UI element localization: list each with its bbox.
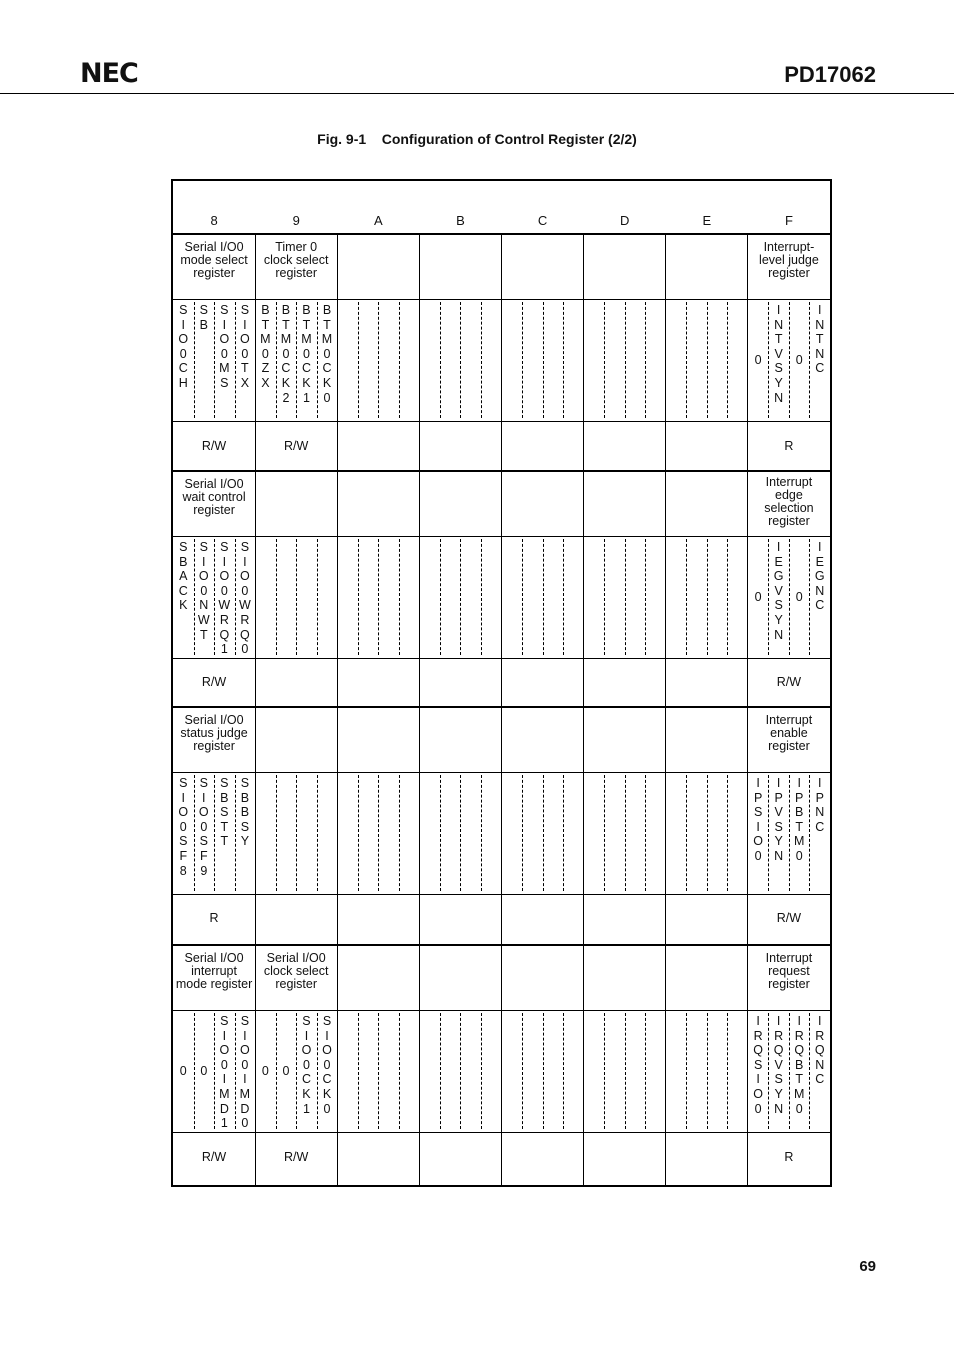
register-name [748, 952, 830, 991]
access-label: R [784, 1150, 794, 1164]
register-name [173, 714, 255, 753]
register-name [173, 241, 255, 280]
column-header: A [373, 213, 383, 228]
register-name-line: Serial I/O0 [184, 951, 244, 965]
bit-separator [481, 539, 482, 655]
bit-label: S I O 0 W R Q 0 [238, 540, 251, 657]
row-divider [173, 1010, 830, 1011]
block-divider [173, 944, 830, 946]
bit-label: I R Q N C [814, 1014, 825, 1087]
bit-separator [460, 539, 461, 655]
bit-separator [645, 539, 646, 655]
bit-separator [399, 775, 400, 891]
register-name-line: wait control [182, 490, 246, 504]
bit-separator [317, 539, 318, 655]
bit-separator [460, 302, 461, 418]
access-label: R/W [776, 911, 802, 925]
bit-separator [543, 775, 544, 891]
bit-separator [481, 775, 482, 891]
bit-label: I R Q S I O 0 [753, 1014, 763, 1116]
bit-label: I R Q B T M 0 [793, 1014, 805, 1116]
bit-separator [358, 539, 359, 655]
register-name-line: level judge [759, 253, 819, 267]
register-name-line: register [193, 503, 235, 517]
column-header: D [619, 213, 630, 228]
register-name-line: selection [764, 501, 814, 515]
bit-separator [440, 1013, 441, 1129]
bit-label: 0 [754, 352, 762, 367]
bit-separator [625, 302, 626, 418]
bit-separator [645, 302, 646, 418]
bit-label: B T M 0 C K 1 [301, 303, 312, 405]
bit-separator [399, 1013, 400, 1129]
bit-separator [358, 1013, 359, 1129]
bit-separator [707, 302, 708, 418]
bit-separator [625, 1013, 626, 1129]
bit-separator [378, 775, 379, 891]
bit-separator [563, 302, 564, 418]
bit-separator [399, 539, 400, 655]
bit-label: 0 [795, 589, 803, 604]
access-label: R [784, 438, 794, 453]
bit-separator [727, 302, 728, 418]
bit-separator [276, 539, 277, 655]
bit-separator [625, 775, 626, 891]
bit-label: I P B T M 0 [793, 776, 805, 863]
register-name-line: register [768, 266, 810, 280]
register-name-line: clock select [263, 253, 329, 267]
bit-label: B T M 0 Z X [260, 303, 271, 390]
bit-separator [440, 302, 441, 418]
bit-separator [645, 1013, 646, 1129]
bit-separator [543, 539, 544, 655]
bit-label: I E G V S Y N [773, 540, 784, 642]
column-header: 8 [210, 213, 218, 228]
register-name-line: Interrupt- [763, 240, 815, 254]
bit-separator [481, 302, 482, 418]
bit-label: S I O 0 M S [219, 303, 230, 390]
bit-separator [378, 1013, 379, 1129]
bit-separator [522, 539, 523, 655]
bit-separator [686, 1013, 687, 1129]
register-name [173, 952, 255, 991]
column-header: C [537, 213, 548, 228]
bit-separator [460, 775, 461, 891]
column-divider [583, 233, 584, 1185]
access-label: R/W [201, 675, 227, 689]
bit-label: S B A C K [178, 540, 188, 613]
register-name [748, 476, 830, 528]
bit-separator [604, 302, 605, 418]
bit-separator [707, 539, 708, 655]
access-label: R/W [776, 675, 802, 689]
bit-label: I E G N C [814, 540, 825, 613]
bit-separator [563, 539, 564, 655]
register-name-line: clock select [263, 964, 329, 978]
bit-separator [399, 302, 400, 418]
register-name-line: Serial I/O0 [184, 477, 244, 491]
bit-separator [686, 539, 687, 655]
bit-label: S I O 0 C K 1 [301, 1014, 312, 1116]
column-divider [501, 233, 502, 1185]
bit-label: I N T N C [815, 303, 825, 376]
bit-separator [543, 302, 544, 418]
bit-label: S I O 0 S F 8 [178, 776, 189, 878]
bit-separator [645, 775, 646, 891]
bit-separator [358, 302, 359, 418]
column-header: B [456, 213, 465, 228]
bit-label: 0 [179, 1063, 187, 1078]
bit-label: I P S I O 0 [753, 776, 763, 863]
bit-separator [440, 539, 441, 655]
bit-label: I R Q V S Y N [773, 1014, 784, 1116]
bit-separator [378, 302, 379, 418]
bit-separator [604, 1013, 605, 1129]
bit-separator [481, 1013, 482, 1129]
column-divider [665, 233, 666, 1185]
register-name-line: register [768, 514, 810, 528]
control-register-table [171, 179, 832, 1187]
bit-label: S B S T T [220, 776, 229, 849]
bit-label: S I O 0 I M D 0 [239, 1014, 251, 1131]
bit-separator [543, 1013, 544, 1129]
bit-label: S I O 0 T X [239, 303, 250, 390]
register-name-line: register [275, 977, 318, 991]
register-name-line: Interrupt [765, 713, 813, 727]
bit-separator [522, 302, 523, 418]
bit-separator [296, 539, 297, 655]
row-divider [173, 658, 830, 659]
register-name-line: register [768, 739, 810, 753]
bit-label: B T M 0 C K 2 [280, 303, 292, 405]
access-label: R/W [201, 438, 227, 453]
register-name-line: edge [775, 488, 803, 502]
page-number: 69 [859, 1258, 876, 1275]
row-divider [173, 772, 830, 773]
bit-label: I P N C [815, 776, 825, 834]
bit-separator [707, 775, 708, 891]
bit-label: S I O 0 S F 9 [198, 776, 209, 878]
bit-separator [604, 775, 605, 891]
column-header: F [784, 213, 793, 228]
bit-separator [727, 539, 728, 655]
bit-separator [604, 539, 605, 655]
bit-label: 0 [261, 1063, 269, 1078]
register-name-line: register [193, 266, 235, 280]
block-divider [173, 470, 830, 472]
nec-logo: NEC [80, 58, 138, 89]
access-label: R/W [284, 438, 309, 453]
bit-separator [276, 775, 277, 891]
bit-separator [296, 775, 297, 891]
register-name-line: mode register [175, 977, 253, 991]
bit-separator [727, 775, 728, 891]
bit-separator [563, 1013, 564, 1129]
bit-separator [317, 775, 318, 891]
bit-separator [522, 1013, 523, 1129]
bit-separator [440, 775, 441, 891]
figure-title: Fig. 9-1 Configuration of Control Register (2/2) [317, 131, 637, 147]
access-label: R [209, 911, 219, 925]
row-divider [173, 299, 830, 300]
bit-label: 0 [282, 1063, 290, 1078]
bit-label: S I O 0 C K 0 [322, 1014, 332, 1116]
register-name-line: register [768, 977, 810, 991]
bit-label: 0 [754, 589, 762, 604]
register-name [173, 478, 255, 517]
register-name-line: status judge [180, 726, 248, 740]
row-divider [173, 536, 830, 537]
bit-label: B T M 0 C K 0 [321, 303, 333, 405]
register-name [255, 241, 337, 280]
header-rule [0, 93, 954, 94]
bit-separator [358, 775, 359, 891]
bit-label: S B B S Y [240, 776, 250, 849]
register-name-line: Timer 0 [275, 240, 318, 254]
register-name-line: Serial I/O0 [266, 951, 326, 965]
bit-separator [460, 1013, 461, 1129]
register-name-line: enable [770, 726, 808, 740]
register-name [748, 241, 830, 280]
bit-label: S B [199, 303, 208, 332]
bit-separator [378, 539, 379, 655]
bit-label: S I O 0 I M D 1 [219, 1014, 230, 1131]
bit-separator [686, 302, 687, 418]
register-name [748, 714, 830, 753]
bit-separator [727, 1013, 728, 1129]
register-name-line: Interrupt [765, 475, 813, 489]
access-label: R/W [284, 1150, 309, 1164]
bit-label: S I O 0 N W T [197, 540, 210, 642]
register-name-line: mode select [180, 253, 248, 267]
register-name-line: register [275, 266, 318, 280]
column-divider [419, 233, 420, 1185]
row-divider [173, 421, 830, 422]
bit-separator [563, 775, 564, 891]
bit-label: I P V S Y N [774, 776, 784, 863]
bit-label: S I O 0 W R Q 1 [218, 540, 231, 657]
column-header: 9 [292, 213, 300, 228]
access-label: R/W [201, 1150, 227, 1164]
register-name-line: Interrupt [765, 951, 813, 965]
bit-separator [625, 539, 626, 655]
register-name-line: register [193, 739, 235, 753]
bit-separator [522, 775, 523, 891]
bit-separator [707, 1013, 708, 1129]
bit-separator [686, 775, 687, 891]
block-divider [173, 706, 830, 708]
column-header: E [702, 213, 712, 228]
register-name-line: Serial I/O0 [184, 240, 244, 254]
register-name-line: interrupt [191, 964, 237, 978]
bit-label: 0 [200, 1063, 208, 1078]
bit-label: S I O 0 C H [178, 303, 189, 390]
row-divider [173, 1132, 830, 1133]
row-divider [173, 894, 830, 895]
document-id: PD17062 [784, 62, 876, 87]
register-name [255, 952, 337, 991]
register-name-line: request [768, 964, 810, 978]
register-name-line: Serial I/O0 [184, 713, 244, 727]
bit-label: 0 [795, 352, 803, 367]
bit-label: I N T V S Y N [774, 303, 784, 405]
